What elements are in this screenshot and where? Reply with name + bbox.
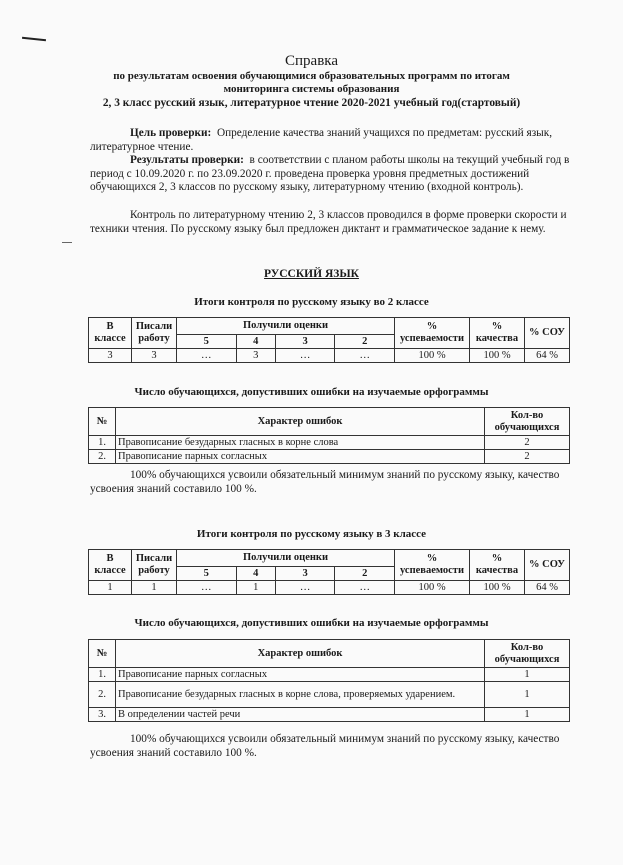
header-progress: % успеваемости [395, 550, 470, 581]
cell-grade-3: … [275, 349, 335, 363]
cell-grade-5: … [177, 349, 237, 363]
header-nature: Характер ошибок [116, 408, 485, 436]
pen-mark [22, 37, 46, 41]
header-grade-3: 3 [275, 567, 335, 581]
header-count: Кол-во обучающихся [485, 640, 570, 668]
grade3-errors-caption: Число обучающихся, допустивших ошибки на изучаемые орфограммы [134, 617, 489, 629]
header-nature: Характер ошибок [116, 640, 485, 668]
table-row [89, 349, 570, 363]
header-grades: Получили оценки [177, 318, 395, 335]
grade2-results-table [88, 317, 570, 363]
control-paragraph [90, 209, 570, 236]
header-grade-2: 2 [335, 335, 395, 349]
table-row [89, 436, 570, 450]
cell-progress: 100 % [395, 581, 470, 595]
cell-count: 2 [485, 436, 570, 450]
header-quality: % качества [470, 318, 525, 349]
cell-nature: В определении частей речи [116, 708, 485, 722]
header-grade-3: 3 [275, 335, 335, 349]
grade3-results-table [88, 549, 570, 595]
cell-num: 1. [89, 436, 116, 450]
subtitle-line-3: 2, 3 класс русский язык, литературное чтение 2020-2021 учебный год(стартовый) [102, 97, 521, 109]
header-quality: % качества [470, 550, 525, 581]
cell-count: 1 [485, 668, 570, 682]
cell-quality: 100 % [470, 581, 525, 595]
results-text: в соответствии с планом работы школы на текущий учебный год в период с 10.09.2020 г. по 23.09.2020 г. проведена проверка уровня предметных достижений обучающихся 2, 3 классов по русскому языку, литературному чтению (входной контроль). [90, 154, 570, 193]
cell-nature: Правописание безударных гласных в корне слова, проверяемых ударением. [116, 682, 485, 708]
cell-num: 3. [89, 708, 116, 722]
grade2-summary-text: 100% обучающихся усвоили обязательный минимум знаний по русскому языку, качество усвоения знаний составило 100 %. [90, 469, 560, 495]
cell-progress: 100 % [395, 349, 470, 363]
cell-nature: Правописание парных согласных [116, 450, 485, 464]
results-paragraph [90, 154, 570, 195]
cell-sou: 64 % [525, 581, 570, 595]
control-text: Контроль по литературному чтению 2, 3 классов проводился в форме проверки скорости и техники чтения. По русскому языку был предложен диктант и грамматическое задание к нему. [90, 209, 567, 235]
cell-class: 3 [89, 349, 132, 363]
table-row [89, 581, 570, 595]
cell-grade-2: … [335, 581, 395, 595]
cell-count: 1 [485, 708, 570, 722]
table-row [89, 682, 570, 708]
header-grade-5: 5 [177, 567, 237, 581]
header-grade-4: 4 [236, 567, 275, 581]
cell-num: 2. [89, 450, 116, 464]
grade2-caption: Итоги контроля по русскому языку во 2 классе [194, 296, 429, 308]
cell-grade-4: 3 [236, 349, 275, 363]
grade3-caption: Итоги контроля по русскому языку в 3 классе [196, 528, 427, 540]
header-num: № [89, 640, 116, 668]
subtitle-line-2: мониторинга системы образования [223, 83, 400, 95]
header-wrote: Писали работу [132, 550, 177, 581]
cell-num: 2. [89, 682, 116, 708]
cell-grade-5: … [177, 581, 237, 595]
header-progress: % успеваемости [395, 318, 470, 349]
header-grade-2: 2 [335, 567, 395, 581]
header-class: В классе [89, 550, 132, 581]
header-num: № [89, 408, 116, 436]
cell-grade-3: … [275, 581, 335, 595]
cell-count: 2 [485, 450, 570, 464]
table-row [89, 668, 570, 682]
table-row [89, 450, 570, 464]
cell-class: 1 [89, 581, 132, 595]
document-title: Справка [285, 53, 338, 69]
grade2-errors-table [88, 407, 570, 464]
header-count: Кол-во обучающихся [485, 408, 570, 436]
cell-num: 1. [89, 668, 116, 682]
grade3-summary [90, 733, 570, 760]
header-grades: Получили оценки [177, 550, 395, 567]
results-label: Результаты проверки: [130, 154, 244, 166]
cell-grade-2: … [335, 349, 395, 363]
goal-text: Определение качества знаний учащихся по предметам: русский язык, литературное чтение. [90, 127, 553, 153]
cell-count: 1 [485, 682, 570, 708]
goal-label: Цель проверки: [130, 127, 212, 139]
table-row [89, 708, 570, 722]
header-sou: % СОУ [525, 318, 570, 349]
header-grade-5: 5 [177, 335, 237, 349]
cell-quality: 100 % [470, 349, 525, 363]
header-class: В классе [89, 318, 132, 349]
cell-nature: Правописание безударных гласных в корне слова [116, 436, 485, 450]
header-sou: % СОУ [525, 550, 570, 581]
header-wrote: Писали работу [132, 318, 177, 349]
grade3-errors-table [88, 639, 570, 722]
cell-wrote: 1 [132, 581, 177, 595]
header-grade-4: 4 [236, 335, 275, 349]
cell-sou: 64 % [525, 349, 570, 363]
grade3-summary-text: 100% обучающихся усвоили обязательный минимум знаний по русскому языку, качество усвоения знаний составило 100 %. [90, 733, 560, 759]
grade2-errors-caption: Число обучающихся, допустивших ошибки на изучаемые орфограммы [134, 386, 489, 398]
subtitle-line-1: по результатам освоения обучающимися образовательных программ по итогам [113, 70, 510, 82]
cell-wrote: 3 [132, 349, 177, 363]
cell-grade-4: 1 [236, 581, 275, 595]
goal-paragraph [90, 127, 570, 154]
cell-nature: Правописание парных согласных [116, 668, 485, 682]
grade2-summary [90, 469, 570, 496]
pen-mark [62, 242, 72, 243]
section-title: РУССКИЙ ЯЗЫК [264, 268, 359, 280]
